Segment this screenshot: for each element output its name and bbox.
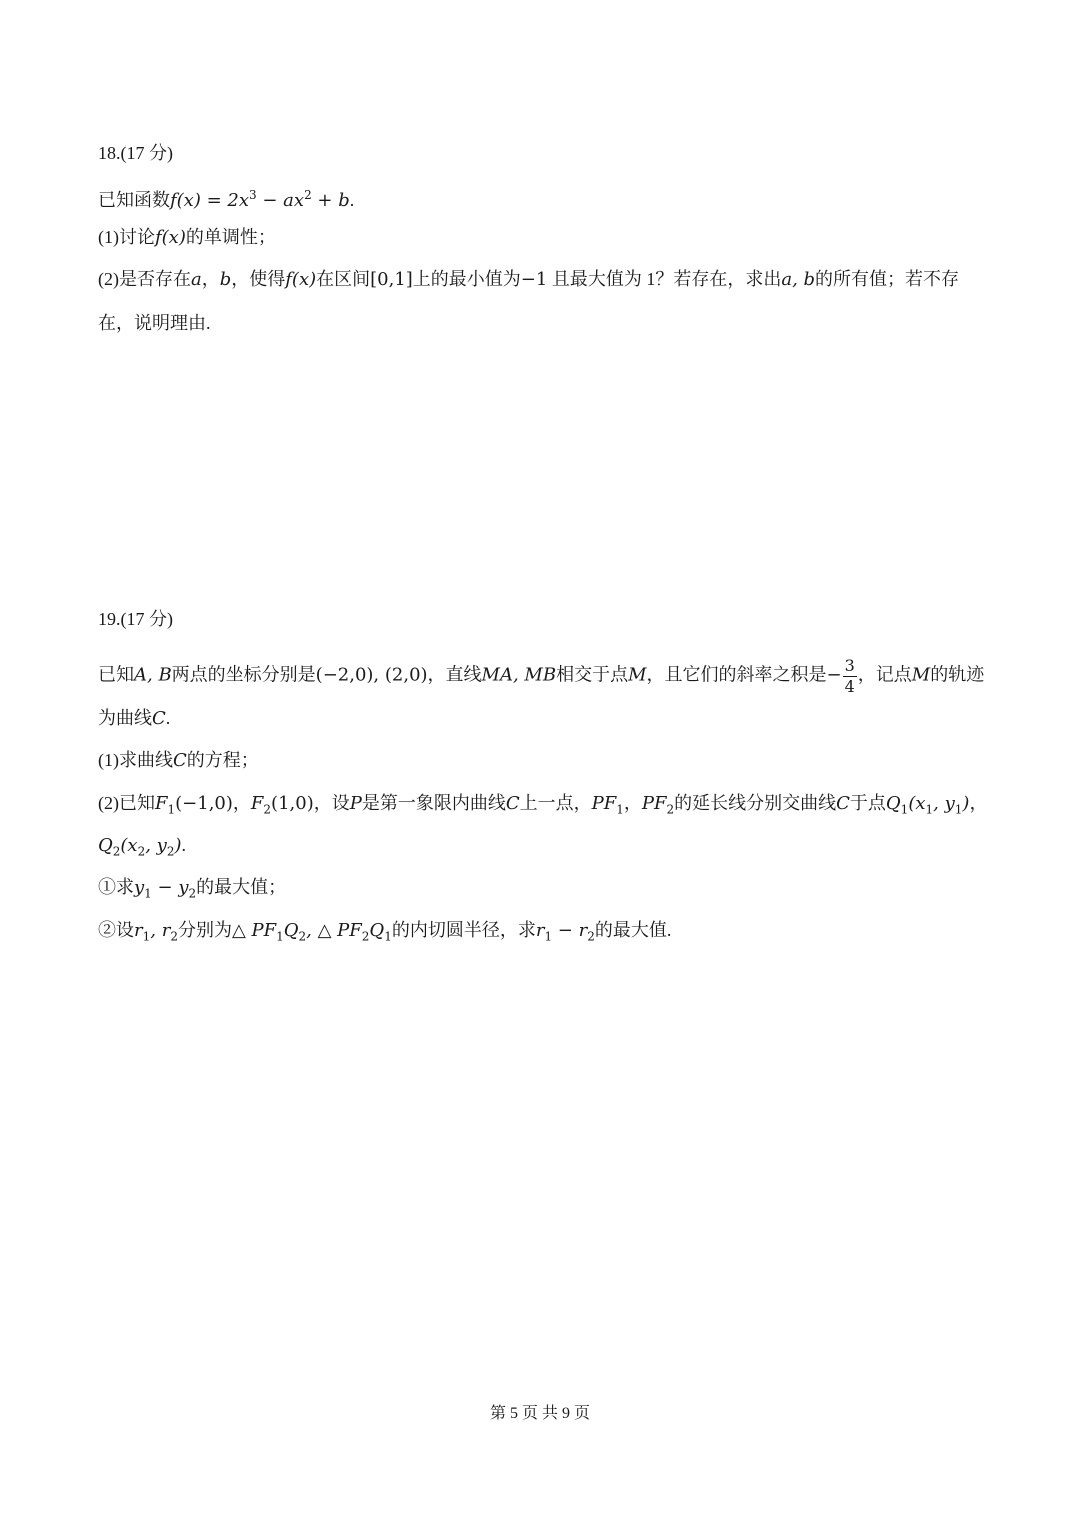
q19-stem-continuation	[98, 706, 170, 731]
q19-part2-text: .	[181, 835, 187, 855]
q19-part2-sub: 1	[167, 802, 176, 817]
q18-stem	[98, 183, 354, 213]
q19-sub2-text: 的最大值.	[594, 920, 672, 940]
q19-part1	[98, 748, 259, 773]
q19-part2-math: )	[962, 793, 970, 814]
q19-stem-text: 两点的坐标分别是	[171, 664, 316, 685]
q19-part2-math: Q	[98, 835, 113, 856]
q18-part2-text: 的所有值；若不存	[815, 269, 960, 289]
page-footer: 第 5 页 共 9 页	[489, 1405, 590, 1422]
q18-stem-math: + b	[311, 190, 350, 211]
q19-stem-math: MA, MB	[481, 664, 557, 686]
q19-sub2-math: r	[535, 920, 545, 941]
q18-part2-text: 且最大值为 1？若存在，求出	[547, 269, 782, 289]
q19-stem-text: 相交于点	[556, 664, 629, 685]
q19-stem-text: 的轨迹	[930, 664, 985, 685]
q18-part2-text: ，使得	[231, 269, 286, 289]
q19-part2-sub: 1	[954, 802, 963, 817]
q19-sub2-sub: 1	[544, 929, 553, 944]
q19-part2-sub: 2	[666, 802, 675, 817]
q19-part2-math: F	[155, 793, 168, 814]
q18-part2-math: a	[191, 269, 202, 290]
q19-part2-text: ，	[232, 793, 251, 813]
q19-part2-text: ，	[969, 793, 988, 813]
q19-part2-math: , y	[145, 835, 167, 856]
q19-fraction	[843, 657, 857, 696]
q19-part1-math: C	[173, 750, 187, 771]
q19-sub1-math: y	[134, 877, 145, 898]
q19-sub2-sub: 1	[384, 929, 392, 944]
q19-part2-sub: 1	[925, 802, 934, 817]
q19-sub2-text: 的内切圆半径，求	[391, 920, 536, 940]
q19-part2-text: ，设	[313, 793, 350, 813]
q19-sub2-sub: 1	[142, 929, 151, 944]
q18-part2-math: f(x)	[285, 269, 317, 290]
q18-part2-text: 在区间	[316, 269, 371, 289]
q19-sub1-text: 的最大值；	[196, 877, 287, 897]
q19-header: 19.(17 分)	[98, 609, 173, 629]
q19-part2-math: (1,0)	[271, 793, 314, 814]
q19-stem-text: ，直线	[427, 664, 482, 685]
q18-part2-text: 上的最小值为	[412, 269, 521, 289]
q19-stem-math: A, B	[134, 664, 172, 686]
q19-part2-math: (−1,0)	[175, 793, 233, 814]
q19-sub2-sub: 1	[276, 929, 284, 944]
q19-sub2-math: − r	[552, 920, 588, 941]
q19-sub1-text: ①求	[98, 877, 134, 897]
q19-stem-text: 已知	[98, 664, 134, 685]
q19-sub2-math: Q	[369, 920, 385, 941]
q19-part2-math: (x	[908, 793, 926, 814]
q19-sub2	[98, 918, 671, 949]
q19-sub2-math: r	[134, 920, 143, 941]
q18-stem-math: f(x) = 2x	[170, 190, 249, 211]
q18-part1-text: (1)讨论	[98, 227, 155, 247]
q19-part2-sub: 2	[137, 844, 146, 859]
q19-sub2-math: △ PF	[231, 920, 277, 941]
q19-part2-math: (x	[120, 835, 138, 856]
q19-part2-math: P	[349, 793, 362, 814]
q19-part2-math: Q	[885, 793, 901, 814]
q19-part2-sub: 1	[616, 802, 624, 817]
q19-sub1-sub: 2	[188, 886, 197, 901]
q19-part2-text: 的延长线分别交曲线	[674, 793, 837, 813]
q19-part2-sub: 2	[112, 844, 121, 859]
q19-stem-text: ，且它们的斜率之积是	[646, 664, 827, 685]
q19-part1-text: (1)求曲线	[98, 750, 173, 770]
q19-stem-math: C	[152, 708, 166, 729]
q18-part2-text: ，	[201, 269, 220, 289]
q19-stem-math: M	[628, 664, 647, 686]
q19-part2	[98, 791, 987, 822]
q19-part2-text: ，	[623, 793, 642, 813]
q18-part2-continuation: 在，说明理由.	[98, 313, 211, 333]
q19-stem-math: M	[911, 664, 931, 686]
q18-stem-text: .	[349, 190, 355, 210]
q18-part2-math: a, b	[781, 269, 816, 290]
q19-sub2-sub: 2	[170, 929, 178, 944]
q19-sub2-sub: 2	[587, 929, 595, 944]
q19-part2-sub: 1	[900, 802, 909, 817]
q19-part2-math: PF	[641, 793, 667, 814]
q19-part1-text: 的方程；	[186, 750, 259, 770]
q19-sub1-math: − y	[151, 877, 189, 898]
q18-part2-math: −1	[520, 269, 548, 290]
q19-part2-continuation	[98, 833, 186, 864]
q19-sub1	[98, 875, 286, 906]
q18-part2-text: (2)是否存在	[98, 269, 191, 289]
q18-part2	[98, 267, 959, 292]
q19-sub2-math: , r	[150, 920, 171, 941]
q19-sub2-math: Q	[283, 920, 299, 941]
q19-part2-math: C	[505, 793, 520, 814]
q19-stem-text: ，记点	[857, 664, 912, 685]
q19-fraction-numerator: 3	[844, 656, 855, 675]
q18-header: 18.(17 分)	[98, 143, 173, 163]
q19-part2-math: )	[174, 835, 182, 856]
q19-stem-text: .	[165, 708, 171, 728]
q19-sub2-sub: 2	[361, 929, 370, 944]
q19-sub2-math: , △ PF	[306, 920, 362, 941]
q19-part2-sub: 2	[263, 802, 272, 817]
q19-part2-math: C	[836, 793, 850, 814]
q18-part1-text: 的单调性；	[185, 227, 276, 247]
q19-sub2-text: 分别为	[177, 920, 232, 940]
q18-part1	[98, 225, 276, 250]
q19-part2-math: , y	[933, 793, 955, 814]
q19-stem-minus: −	[826, 664, 842, 686]
q18-stem-exp: 2	[304, 188, 312, 202]
q18-stem-text: 已知函数	[98, 190, 170, 210]
q18-part2-math: [0,1]	[370, 269, 413, 290]
q19-part2-math: PF	[591, 793, 617, 814]
q19-stem-math: (−2,0), (2,0)	[315, 664, 428, 686]
q19-part2-text: 上一点，	[519, 793, 592, 813]
q18-stem-math: − ax	[256, 190, 305, 211]
q19-part2-sub: 2	[166, 844, 175, 859]
q18-part1-math: f(x)	[155, 227, 186, 248]
q19-sub2-text: ②设	[98, 920, 134, 940]
q19-sub1-sub: 1	[144, 886, 152, 901]
q19-stem	[98, 657, 984, 696]
q19-part2-text: 是第一象限内曲线	[361, 793, 506, 813]
q19-part2-text: 于点	[849, 793, 886, 813]
q18-stem-exp: 3	[249, 188, 257, 202]
q19-sub2-sub: 2	[298, 929, 307, 944]
q19-part2-math: F	[250, 793, 264, 814]
q19-fraction-denominator: 4	[844, 677, 855, 696]
q18-part2-math: b	[219, 269, 232, 290]
q19-stem-text: 为曲线	[98, 708, 152, 728]
q19-part2-text: (2)已知	[98, 793, 155, 813]
